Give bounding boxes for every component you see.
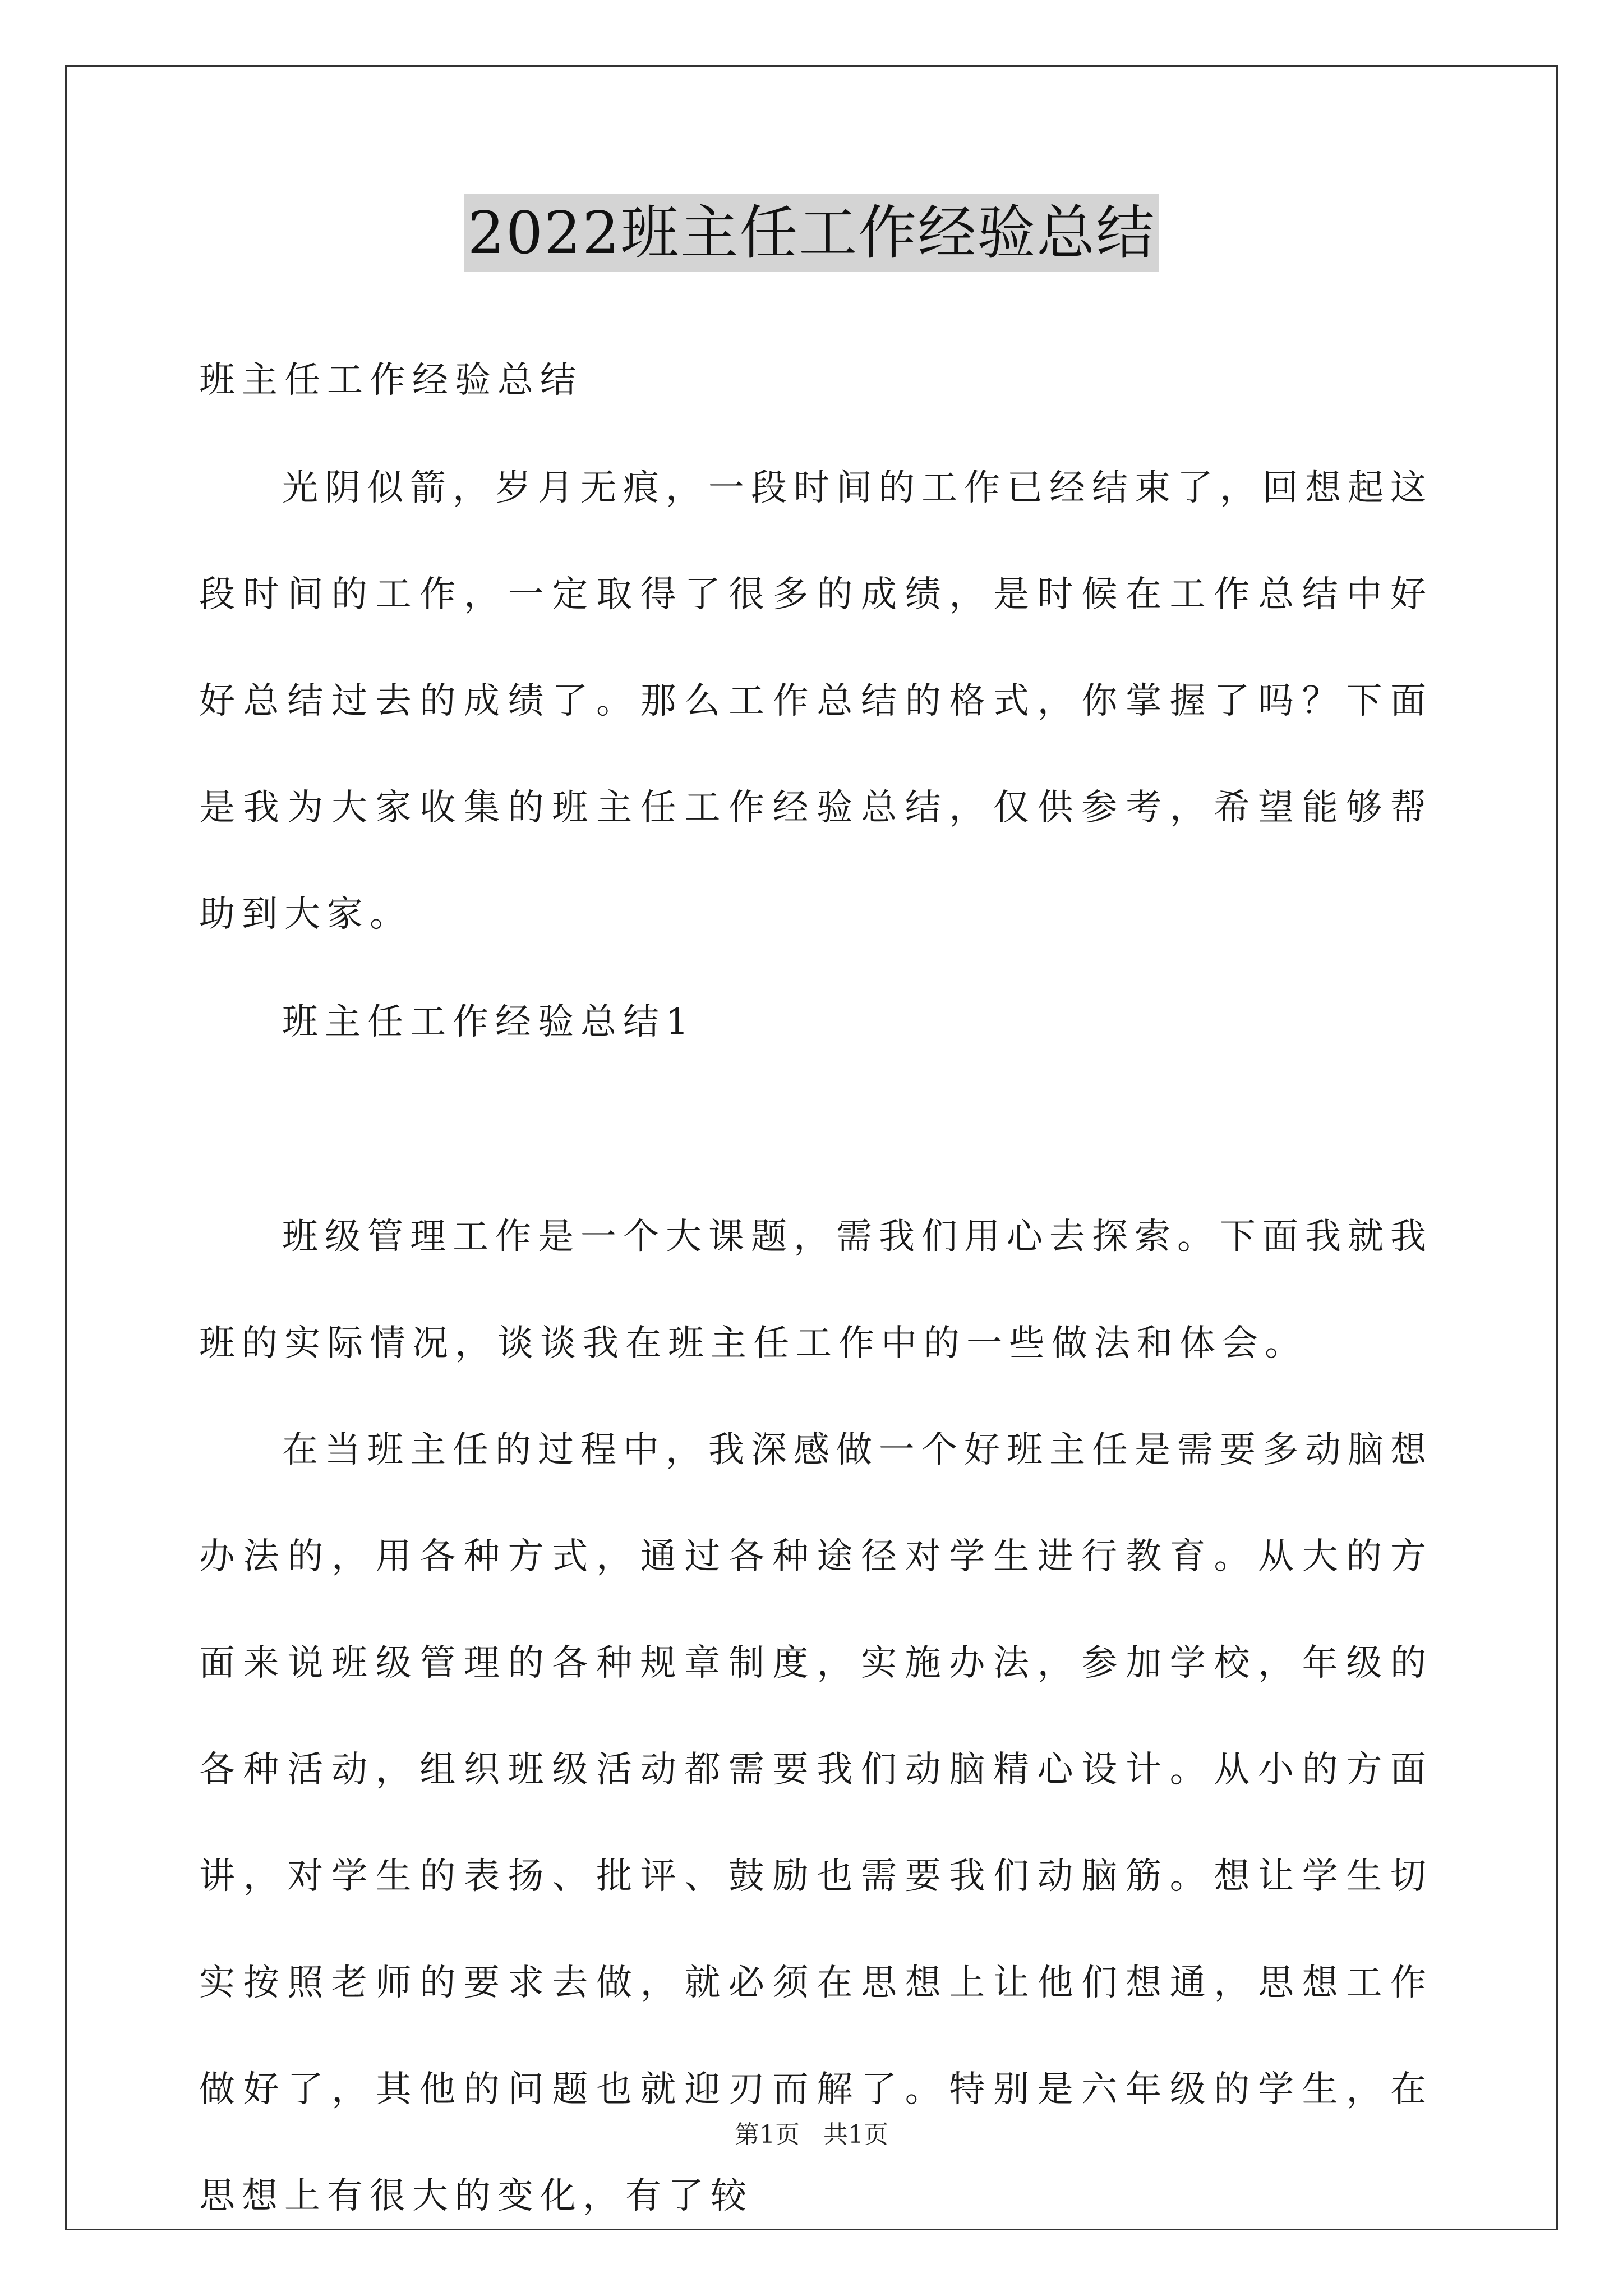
body-paragraph: 班级管理工作是一个大课题，需我们用心去探索。下面我就我班的实际情况，谈谈我在班主任工作中的一些做法和体会。 [199, 1216, 1433, 1364]
body-paragraph: 在当班主任的过程中，我深感做一个好班主任是需要多动脑想办法的，用各种方式，通过各种途径对学生进行教育。从大的方面来说班级管理的各种规章制度，实施办法，参加学校，年级的各种活动，组织班级活动都需要我们动脑精心设计。从小的方面讲，对学生的表扬、批评、鼓励也需要我们动脑筋。想让学生切实按照老师的要求去做，就必须在思想上让他们想通，思想工作做好了，其他的问题也就迎刃而解了。特别是六年级的学生，在思想上有很大的变化，有了较 [199, 1429, 1433, 2217]
page-total: 共1页 [823, 2120, 888, 2149]
document-subheading: 班主任工作经验总结 [199, 360, 583, 401]
intro-paragraph: 光阴似箭，岁月无痕，一段时间的工作已经结束了，回想起这段时间的工作，一定取得了很多的成绩，是时候在工作总结中好好总结过去的成绩了。那么工作总结的格式，你掌握了吗？下面是我为大家收集的班主任工作经验总结，仅供参考，希望能够帮助到大家。 [199, 467, 1433, 935]
title-container [0, 194, 1623, 272]
section-heading-text: 班主任工作经验总结1 [282, 1001, 695, 1043]
section-body [199, 1184, 1433, 2249]
page-number: 第1页 [735, 2120, 800, 2149]
section-heading [199, 969, 1433, 1075]
intro-section [199, 435, 1433, 968]
document-title: 2022班主任工作经验总结 [464, 194, 1159, 272]
page-footer [0, 2118, 1623, 2152]
